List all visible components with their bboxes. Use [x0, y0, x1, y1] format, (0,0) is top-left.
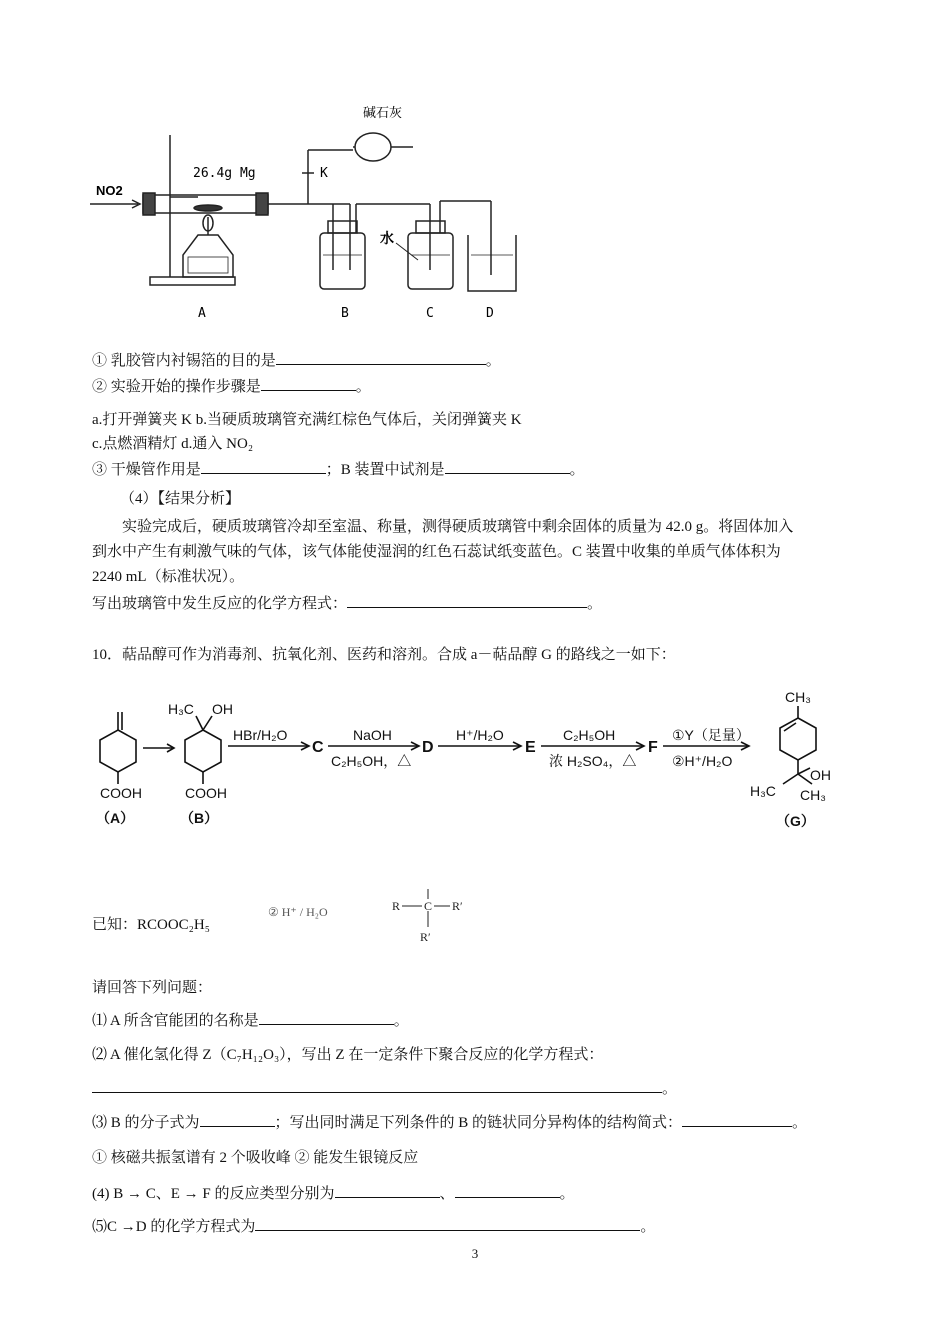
- r2b: C₂H₅OH，△: [331, 753, 412, 769]
- r5a: ①Y（足量）: [672, 727, 750, 743]
- q9-para1: 实验完成后，硬质玻璃管冷却至室温、称量，测得硬质玻璃管中剩余固体的质量为 42.0 g。将固体加入: [122, 519, 794, 535]
- b-oh: OH: [212, 701, 233, 717]
- b-label: （B）: [180, 810, 219, 826]
- known-r-prime-2: R′: [420, 930, 431, 944]
- known-product: [390, 885, 480, 945]
- g-oh: OH: [810, 767, 831, 783]
- q10-q4: (4) B → C、E → F 的反应类型分别为 、 。: [92, 1183, 575, 1204]
- q10-q5: ⑸C →D 的化学方程式为 。: [92, 1216, 655, 1237]
- r2a: NaOH: [353, 727, 392, 743]
- answer-blank[interactable]: [347, 593, 587, 608]
- g-ch3-top: CH₃: [785, 689, 811, 705]
- apparatus-diagram: [88, 95, 528, 330]
- q9-item2: ② 实验开始的操作步骤是 。: [92, 376, 371, 397]
- mg-label: 26.4g Mg: [193, 166, 256, 181]
- a-label: （A）: [96, 810, 135, 826]
- known-label: 已知：RCOOC₂H₅: [92, 917, 210, 933]
- synthesis-scheme: [88, 688, 868, 838]
- a-cooh: COOH: [100, 785, 142, 801]
- answer-blank[interactable]: [92, 1078, 662, 1093]
- q9-para2: 到水中产生有刺激气味的气体，该气体能使湿润的红色石蕊试纸变蓝色。C 装置中收集的单质气体体积为: [92, 544, 781, 560]
- g-h3c: H₃C: [750, 783, 776, 799]
- q9-item3: ③ 干燥管作用是 ；B 装置中试剂是 。: [92, 459, 585, 480]
- answer-blank[interactable]: [445, 459, 570, 474]
- known-c: C: [424, 899, 433, 913]
- answer-blank[interactable]: [200, 1112, 275, 1127]
- r1: HBr/H₂O: [233, 727, 288, 743]
- g-label: （G）: [776, 813, 815, 829]
- soda-lime-label: 碱石灰: [363, 106, 403, 121]
- answer-blank[interactable]: [201, 459, 326, 474]
- q10-q2-answer: 。: [92, 1078, 677, 1099]
- answer-blank[interactable]: [259, 1010, 394, 1025]
- r4a: C₂H₅OH: [563, 727, 616, 743]
- q10-q1: ⑴ A 所含官能团的名称是 。: [92, 1010, 409, 1031]
- answer-blank[interactable]: [261, 376, 356, 391]
- q9-steps2: c.点燃酒精灯 d.通入 NO₂: [92, 436, 254, 452]
- page-number: 3: [471, 1246, 479, 1261]
- q9-steps1: a.打开弹簧夹 K b.当硬质玻璃管充满红棕色气体后，关闭弹簧夹 K: [92, 412, 522, 428]
- answer-blank[interactable]: [255, 1216, 640, 1231]
- q10-q2: ⑵ A 催化氢化得 Z（C₇H₁₂O₃），写出 Z 在一定条件下聚合反应的化学方程式：: [92, 1047, 604, 1063]
- answer-blank[interactable]: [455, 1183, 560, 1198]
- q9-eq: 写出玻璃管中发生反应的化学方程式： 。: [92, 593, 602, 614]
- known-condition: ② H⁺ / H₂O: [268, 905, 328, 919]
- g-ch3: CH₃: [800, 787, 826, 803]
- d-compound: D: [422, 739, 434, 756]
- label-d: D: [486, 306, 494, 321]
- b-h3c: H₃C: [168, 701, 194, 717]
- q10-intro: 10．萜品醇可作为消毒剂、抗氧化剂、医药和溶剂。合成 a－萜品醇 G 的路线之一如下：: [92, 647, 676, 663]
- f-compound: F: [648, 739, 658, 756]
- q9-item1: ① 乳胶管内衬锡箔的目的是 。: [92, 350, 501, 371]
- r3: H⁺/H₂O: [456, 727, 504, 743]
- r5b: ②H⁺/H₂O: [672, 753, 733, 769]
- e-compound: E: [525, 739, 536, 756]
- q9-part4: （4）【结果分析】: [120, 491, 241, 507]
- known-r: R: [392, 899, 401, 913]
- answer-blank[interactable]: [335, 1183, 440, 1198]
- r4b: 浓 H₂SO₄，△: [549, 753, 637, 769]
- answer-blank[interactable]: [682, 1112, 792, 1127]
- label-a: A: [198, 306, 206, 321]
- k-label: K: [320, 166, 328, 181]
- q9-para3: 2240 mL（标准状况）。: [92, 569, 245, 585]
- q10-q3-conditions: ① 核磁共振氢谱有 2 个吸收峰 ② 能发生银镜反应: [92, 1150, 419, 1166]
- known-r-prime-1: R′: [452, 899, 463, 913]
- b-cooh: COOH: [185, 785, 227, 801]
- c-compound: C: [312, 739, 324, 756]
- label-c: C: [426, 306, 434, 321]
- q10-prompt: 请回答下列问题：: [92, 980, 213, 996]
- answer-blank[interactable]: [276, 350, 486, 365]
- q10-q3: ⑶ B 的分子式为 ；写出同时满足下列条件的 B 的链状同分异构体的结构简式： 。: [92, 1112, 807, 1133]
- water-label: 水: [380, 231, 394, 247]
- no2-label: NO2: [96, 183, 123, 198]
- label-b: B: [341, 306, 349, 321]
